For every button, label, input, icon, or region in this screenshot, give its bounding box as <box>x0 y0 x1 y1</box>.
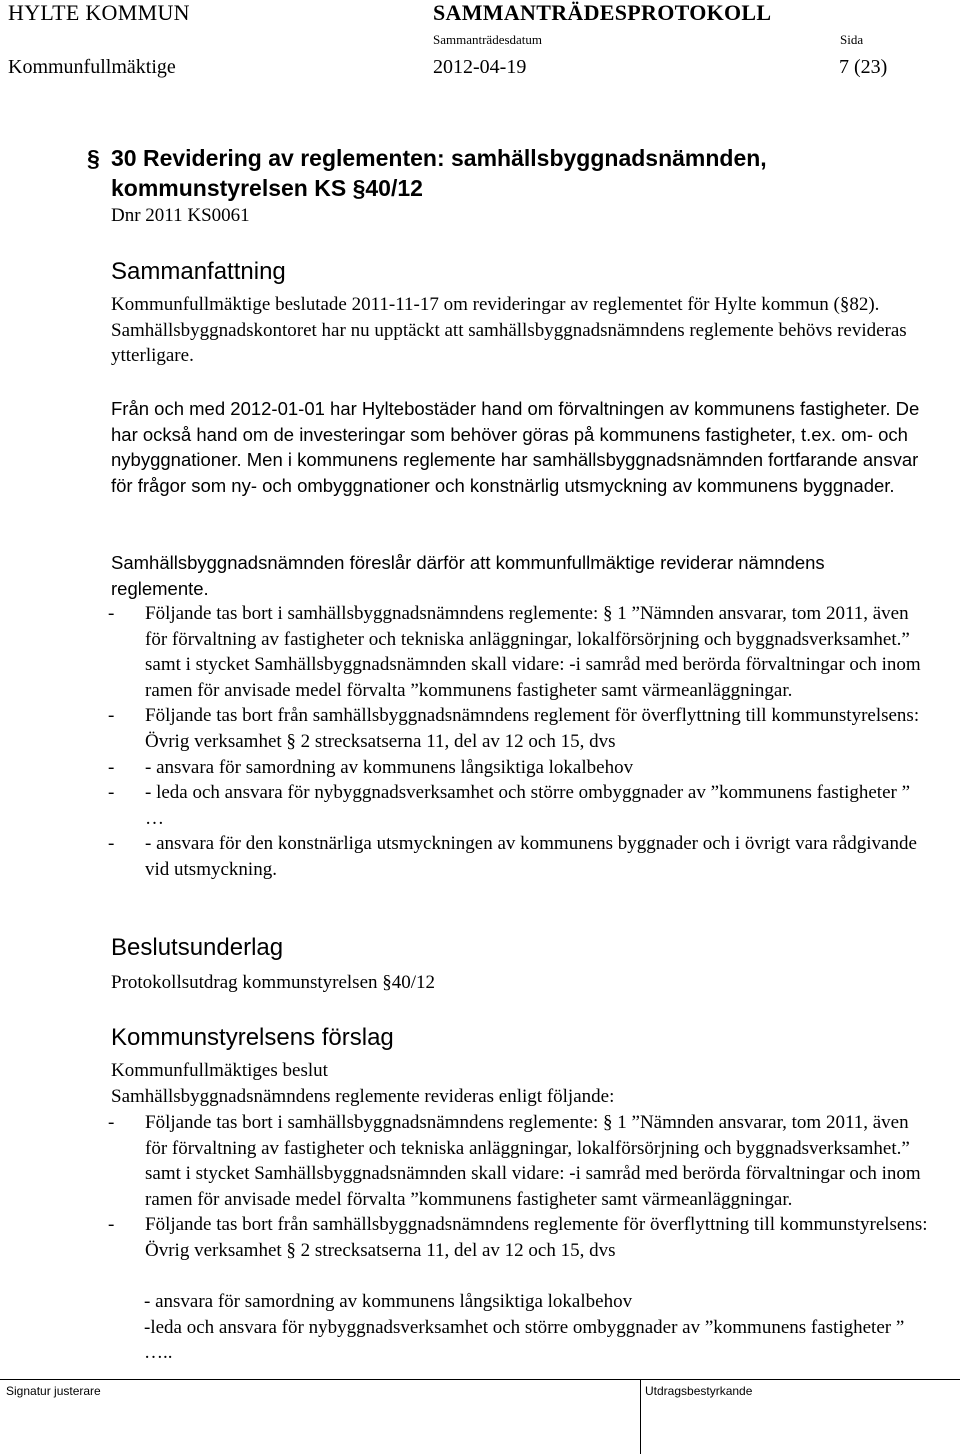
list-dash: - <box>108 833 115 855</box>
item-title <box>87 143 931 203</box>
proposal-tail-line1: - ansvara för samordning av kommunens långsiktiga lokalbehov <box>144 1291 633 1312</box>
signature-field-label: Signatur justerare <box>6 1384 101 1398</box>
summary-paragraph-3 <box>111 550 926 601</box>
proposal-tail-line2: -leda och ansvara för nybyggnadsverksamhet och större ombyggnader av ”kommunens fastigheter ” ….. <box>144 1316 905 1364</box>
footer-rule <box>0 1379 960 1380</box>
proposal-subheading: Kommunfullmäktiges beslut <box>111 1060 328 1081</box>
basis-heading: Beslutsunderlag <box>111 934 284 961</box>
list-dash: - <box>108 756 115 778</box>
summary-list-item-text: - ansvara för den konstnärliga utsmyckningen av kommunens byggnader och i övrigt vara rådgivande vid utsmyckning. <box>145 833 917 880</box>
summary-list-item <box>108 601 928 703</box>
item-title-line2: kommunstyrelsen KS §40/12 <box>111 175 423 201</box>
list-dash: - <box>108 603 115 624</box>
date-label: Sammanträdesdatum <box>433 32 543 47</box>
summary-list-item <box>108 703 928 754</box>
page-number: 7 (23) <box>839 56 888 78</box>
summary-list <box>108 601 928 883</box>
list-dash: - <box>108 782 115 804</box>
summary-list-item <box>108 831 928 882</box>
proposal-tail <box>144 1289 929 1366</box>
summary-list-item-text: Följande tas bort i samhällsbyggnadsnämndens reglemente: § 1 ”Nämnden ansvarar, tom 2011, även för förvaltning av fastigheter och tekniska anläggningar, lokalförsörjning och byggnadsverksamhet.” samt i stycket Samhällsbyggnadsnämnden skall vidare: -i samråd med berörda förvaltningar och inom ramen för anvisade medel förvalta ”kommunens fastigheter samt värmeanläggningar. <box>145 603 921 701</box>
list-dash: - <box>108 705 115 727</box>
proposal-intro: Samhällsbyggnadsnämndens reglemente revideras enligt följande: <box>111 1086 615 1107</box>
section-symbol-icon: § <box>87 145 100 171</box>
certification-field-label: Utdragsbestyrkande <box>645 1384 753 1398</box>
footer-divider <box>640 1379 641 1454</box>
basis-text: Protokollsutdrag kommunstyrelsen §40/12 <box>111 972 436 993</box>
summary-list-item-text: - ansvara för samordning av kommunens långsiktiga lokalbehov <box>145 756 634 778</box>
summary-list-item <box>108 755 928 781</box>
organization-name: HYLTE KOMMUN <box>8 0 190 25</box>
page-label: Sida <box>840 32 864 47</box>
summary-p3: Samhällsbyggnadsnämnden föreslår därför att kommunfullmäktige reviderar nämndens reglemente. <box>111 552 825 599</box>
proposal-heading: Kommunstyrelsens förslag <box>111 1024 394 1051</box>
meeting-body: Kommunfullmäktige <box>8 56 176 78</box>
summary-paragraph-1 <box>111 292 931 369</box>
proposal-list-item <box>108 1110 928 1212</box>
diary-number: Dnr 2011 KS0061 <box>111 205 250 226</box>
proposal-list-item <box>108 1212 928 1263</box>
summary-paragraph-2 <box>111 396 926 498</box>
proposal-list <box>108 1110 928 1264</box>
summary-heading: Sammanfattning <box>111 258 286 285</box>
item-title-line1: 30 Revidering av reglementen: samhällsbyggnadsnämnden, <box>111 145 767 171</box>
summary-p1: Kommunfullmäktige beslutade 2011-11-17 om revideringar av reglementet för Hylte kommun (§82). Samhällsbyggnadskontoret har nu upptäckt att samhällsbyggnadsnämndens reglemente behövs revideras ytterligare. <box>111 294 907 367</box>
summary-list-item-text: Följande tas bort från samhällsbyggnadsnämndens reglement för överflyttning till kommunstyrelsens: Övrig verksamhet § 2 strecksatserna 11, del av 12 och 15, dvs <box>145 705 920 752</box>
summary-list-item-text: - leda och ansvara för nybyggnadsverksamhet och större ombyggnader av ”kommunens fastigheter ” … <box>145 782 911 829</box>
document-type: SAMMANTRÄDESPROTOKOLL <box>433 0 772 25</box>
proposal-list-item-text: Följande tas bort från samhällsbyggnadsnämndens reglemente för överflyttning till kommunstyrelsens: Övrig verksamhet § 2 strecksatserna 11, del av 12 och 15, dvs <box>145 1214 928 1261</box>
list-dash: - <box>108 1214 115 1236</box>
summary-list-item <box>108 780 928 831</box>
meeting-date: 2012-04-19 <box>433 56 527 78</box>
proposal-list-item-text: Följande tas bort i samhällsbyggnadsnämndens reglemente: § 1 ”Nämnden ansvarar, tom 2011, även för förvaltning av fastigheter och tekniska anläggningar, lokalförsörjning och byggnadsverksamhet.” samt i stycket Samhällsbyggnadsnämnden skall vidare: -i samråd med berörda förvaltningar och inom ramen för anvisade medel förvalta ”kommunens fastigheter samt värmeanläggningar. <box>145 1112 921 1210</box>
list-dash: - <box>108 1112 115 1133</box>
summary-p2: Från och med 2012-01-01 har Hyltebostäder hand om förvaltningen av kommunens fastigheter. De har också hand om de investeringar som behöver göras på kommunens fastigheter, t.ex. om- och nybyggnationer. Men i kommunens reglemente har samhällsbyggnadsnämnden fortfarande ansvar för frågor som ny- och ombyggnationer och konstnärlig utsmyckning av kommunens byggnader. <box>111 398 920 496</box>
